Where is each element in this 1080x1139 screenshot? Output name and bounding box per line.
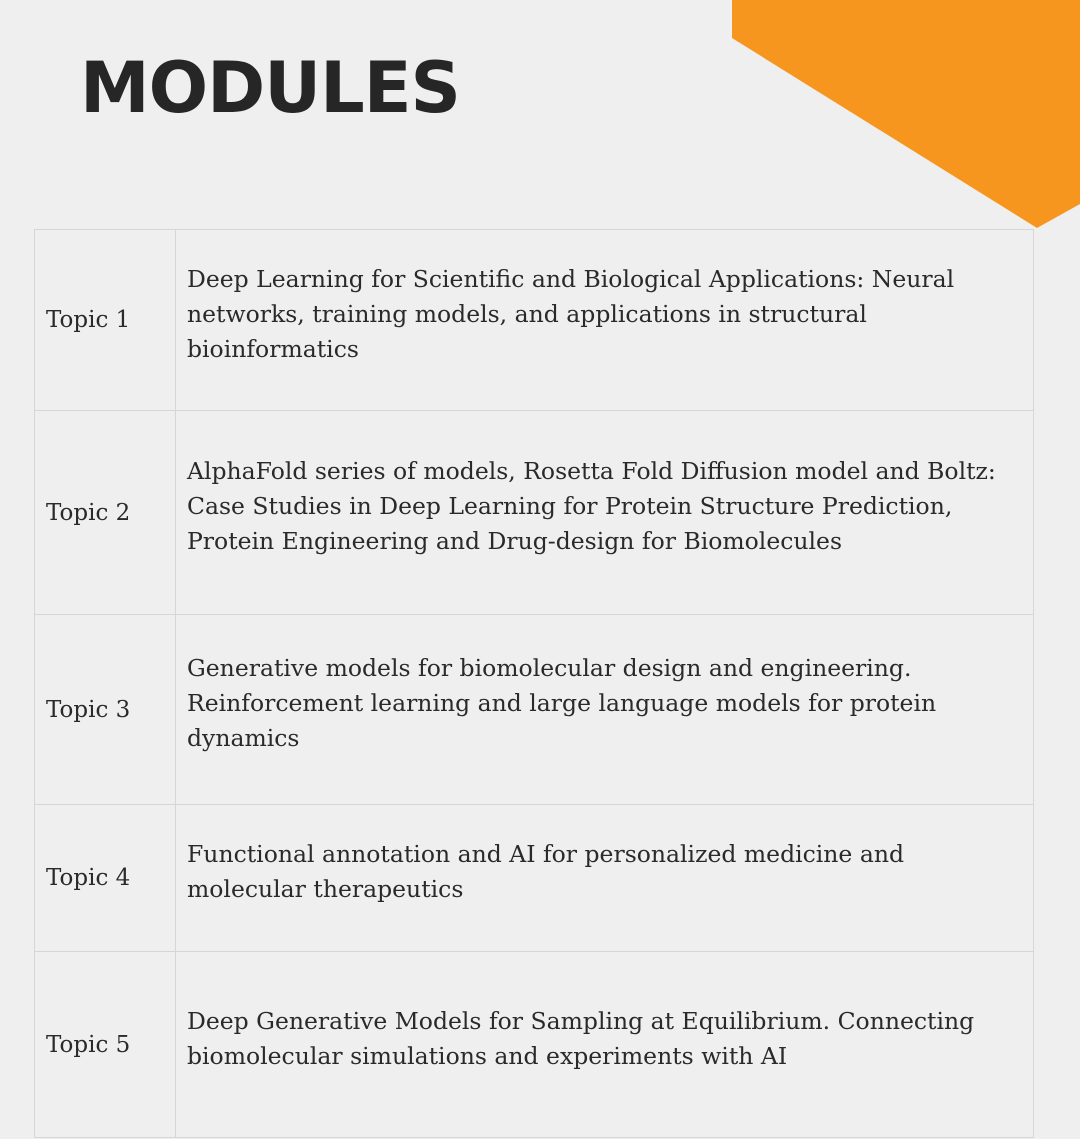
topic-description-cell xyxy=(176,805,1034,952)
page-title: MODULES xyxy=(80,47,460,129)
table-row xyxy=(35,615,1034,805)
topic-label: Topic 5 xyxy=(35,952,176,1138)
topic-description: Generative models for biomolecular design and engineering. Reinforcement learning and large language models for protein dynamics xyxy=(187,654,937,752)
topic-description: AlphaFold series of models, Rosetta Fold Diffusion model and Boltz: Case Studies in Deep Learning for Protein Structure Prediction, Protein Engineering and Drug-design for Biomolecules xyxy=(187,457,996,555)
topic-description-cell xyxy=(176,615,1034,805)
topic-label: Topic 3 xyxy=(35,615,176,805)
topic-description-cell xyxy=(176,230,1034,411)
topic-description: Functional annotation and AI for personalized medicine and molecular therapeutics xyxy=(187,840,905,903)
topic-label: Topic 2 xyxy=(35,411,176,615)
table-row xyxy=(35,230,1034,411)
table-row xyxy=(35,952,1034,1138)
topic-description-cell xyxy=(176,411,1034,615)
table-row xyxy=(35,805,1034,952)
topic-description: Deep Generative Models for Sampling at Equilibrium. Connecting biomolecular simulations and experiments with AI xyxy=(187,1006,975,1070)
topic-label: Topic 1 xyxy=(35,230,176,411)
topic-label: Topic 4 xyxy=(35,805,176,952)
topic-description-cell xyxy=(176,952,1034,1138)
topic-description: Deep Learning for Scientific and Biological Applications: Neural networks, training models, and applications in structural bioinformatics xyxy=(187,264,955,363)
modules-table xyxy=(34,229,1034,1138)
table-row xyxy=(35,411,1034,615)
